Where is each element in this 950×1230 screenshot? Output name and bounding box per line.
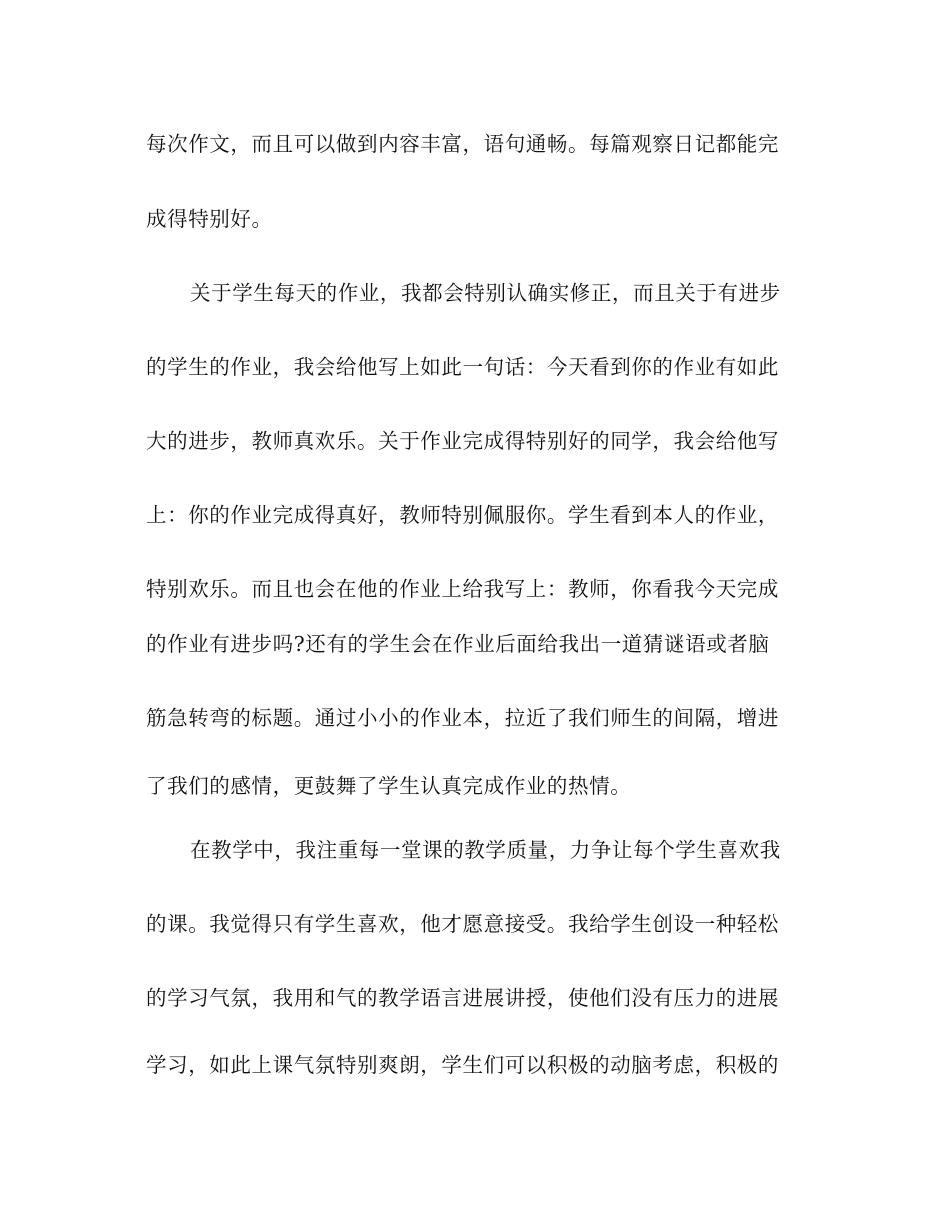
paragraph-first-line: 关于学生每天的作业，我都会特别认确实修正，而且关于有进步 (190, 281, 781, 305)
text-line: 特别欢乐。而且也会在他的作业上给我写上：教师，你看我今天完成 (146, 577, 779, 601)
text-line: 上：你的作业完成得真好，教师特别佩服你。学生看到本人的作业， (146, 503, 779, 527)
text-line: 成得特别好。 (146, 207, 273, 231)
paragraph-first-line: 在教学中，我注重每一堂课的教学质量，力争让每个学生喜欢我 (190, 838, 781, 862)
text-line: 的课。我觉得只有学生喜欢，他才愿意接受。我给学生创设一种轻松 (146, 912, 779, 936)
text-line: 学习，如此上课气氛特别爽朗，学生们可以积极的动脑考虑，积极的 (146, 1053, 779, 1077)
text-line: 的学生的作业，我会给他写上如此一句话：今天看到你的作业有如此 (146, 355, 779, 379)
text-line: 每次作文，而且可以做到内容丰富，语句通畅。每篇观察日记都能完 (146, 132, 779, 156)
text-line: 大的进步，教师真欢乐。关于作业完成得特别好的同学，我会给他写 (146, 429, 779, 453)
text-line: 了我们的感情，更鼓舞了学生认真完成作业的热情。 (146, 774, 632, 798)
text-line: 的作业有进步吗?还有的学生会在作业后面给我出一道猜谜语或者脑 (146, 632, 770, 656)
text-line: 筋急转弯的标题。通过小小的作业本，拉近了我们师生的间隔，增进 (146, 706, 779, 730)
text-line: 的学习气氛，我用和气的教学语言进展讲授，使他们没有压力的进展 (146, 986, 779, 1010)
